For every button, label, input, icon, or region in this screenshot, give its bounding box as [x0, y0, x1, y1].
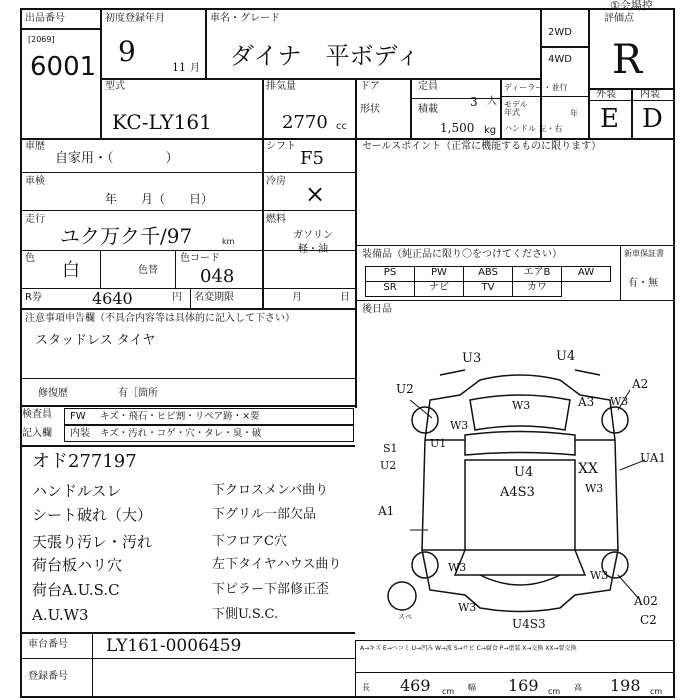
color-value: 白 [62, 260, 80, 281]
equip-sr: SR [365, 281, 415, 297]
model-label: 型式 [105, 81, 125, 92]
mileage-label: 走行 [25, 214, 45, 225]
registration-label: 登録番号 [28, 671, 68, 682]
inspection-row2: キズ・汚れ・コゲ・穴・タレ・臭・破 [100, 428, 262, 439]
damage-mark: U2 [396, 382, 414, 396]
equip-pw: PW [414, 266, 464, 282]
remark-line: 下側U.S.C. [212, 607, 279, 622]
remark-line: 荷台板ハリ穴 [32, 556, 123, 574]
post-install-label: 後日品 [362, 304, 392, 315]
inspection-value: 年 月（ 日） [105, 192, 214, 206]
exterior-label: 外装 [596, 89, 616, 100]
first-registration-month: 11 [172, 61, 186, 74]
aircon-label: 冷房 [266, 176, 286, 187]
damage-mark: U3 [462, 351, 482, 366]
capacity-value: 3 [470, 95, 478, 109]
damage-mark: W3 [585, 482, 604, 495]
load-value: 1,500 [440, 121, 475, 135]
usage-value: 自家用・（ ） [55, 151, 179, 166]
entry-label: 記入欄 [22, 428, 52, 439]
year-unit: 年 [570, 109, 578, 118]
damage-mark: W3 [512, 399, 531, 412]
equip-abs: ABS [463, 266, 513, 282]
car-name: ダイナ 平ボディ [230, 42, 420, 70]
recycle-value: 4640 [92, 289, 133, 308]
remark-line: 下クロスメンバ曲り [212, 483, 329, 498]
length-unit: cm [442, 687, 455, 696]
color-label: 色 [25, 253, 35, 264]
fw-label: FW [70, 411, 86, 422]
equip-leather: カワ [512, 281, 562, 297]
recycle-label: R券 [25, 292, 42, 303]
width-value: 169 [508, 676, 539, 695]
damage-mark: W3 [448, 561, 467, 574]
mileage-value: ユク万ク千/97 [60, 224, 193, 248]
equipment-label: 装備品（純正品に限り〇をつけてください） [362, 249, 562, 260]
shape-label: 形状 [360, 104, 380, 115]
chassis-number: LY161-0006459 [106, 636, 242, 656]
damage-mark: W3 [458, 601, 477, 614]
first-registration-year: 9 [118, 35, 136, 68]
first-registration-label: 初度登録年月 [105, 13, 165, 24]
sales-points-label: セールスポイント（正常に機能するものに限ります） [362, 141, 602, 152]
damage-mark: U4 [514, 465, 534, 480]
equip-tv: TV [463, 281, 513, 297]
width-label: 幅 [468, 683, 476, 692]
recolor-label: 色替 [138, 265, 158, 276]
notes-text: スタッドレス タイヤ [35, 333, 156, 348]
usage-label: 車歴 [25, 141, 45, 152]
repair-history-label: 修復歴 [38, 388, 68, 399]
equip-aw: AW [561, 266, 611, 282]
displacement-unit: cc [336, 121, 347, 132]
notes-label: 注意事項申告欄（不具合内容等は具体的に記入して下さい） [25, 313, 295, 324]
remark-line: 左下タイヤハウス曲り [212, 557, 342, 572]
new-car-book-label: 新車保証書 [624, 249, 664, 258]
capacity-unit: 人 [487, 96, 497, 107]
displacement-label: 排気量 [266, 81, 296, 92]
model-year-label: モデル年式 [504, 100, 528, 117]
remark-line: 荷台A.U.S.C [32, 581, 120, 599]
defect-legend: A→キズ E→ヘコミ U→凹み W→波 S→サビ C→腐食 P→塗装 X→交換 XX→要交換 [360, 645, 577, 652]
height-unit: cm [650, 687, 663, 696]
damage-mark: S1 [383, 442, 398, 455]
damage-mark: W3 [610, 395, 629, 408]
title-expiry-month: 月 [292, 292, 302, 303]
interior-label: 内装 [640, 89, 660, 100]
height-value: 198 [610, 676, 641, 695]
damage-mark: XX [578, 461, 598, 477]
load-unit: kg [484, 125, 497, 136]
damage-mark: A4S3 [500, 485, 535, 500]
damage-mark: A3 [578, 395, 595, 409]
lot-number-label: 出品番号 [25, 13, 65, 24]
fuel-value: ガソリン 軽・油 [293, 230, 333, 255]
venue-label: ①会場控 [610, 0, 653, 12]
month-unit: 月 [190, 63, 200, 74]
length-label: 長 [362, 683, 370, 692]
equip-ps: PS [365, 266, 415, 282]
remark-line: ハンドルスレ [32, 482, 122, 500]
drive-2wd: 2WD [548, 27, 572, 38]
damage-mark: A02 [634, 594, 658, 608]
remark-line: A.U.W3 [32, 606, 89, 624]
displacement-value: 2770 [282, 112, 328, 133]
model-value: KC-LY161 [112, 110, 212, 134]
remark-line: 下グリル一部欠品 [212, 507, 317, 522]
remark-line: 下フロアC穴 [212, 534, 287, 549]
new-car-book-value: 有・無 [628, 278, 658, 289]
lot-number: 6001 [30, 52, 97, 82]
damage-mark: UA1 [640, 451, 667, 465]
repair-history-value: 有［箇所 [118, 388, 158, 399]
damage-mark: U1 [430, 437, 447, 450]
remark-line: 天張り汚レ・汚れ [32, 533, 153, 551]
length-value: 469 [400, 676, 431, 695]
remark-line: シート破れ（大） [32, 506, 153, 524]
equip-airbag: エアB [512, 266, 562, 282]
dealer-label: ディーラー・並行 [504, 83, 568, 92]
drive-4wd: 4WD [548, 54, 572, 65]
damage-mark: C2 [640, 613, 657, 627]
interior-grade: D [642, 104, 663, 134]
height-label: 高 [574, 683, 582, 692]
door-label: ドア [360, 81, 380, 92]
damage-mark: U4 [556, 349, 576, 364]
inspection-row1: キズ・飛石・ヒビ割・リペア跡・×要 [100, 411, 260, 422]
shift-label: シフト [266, 141, 296, 152]
fuel-label: 燃料 [266, 214, 286, 225]
title-expiry-label: 名変期限 [194, 292, 234, 303]
damage-mark: U4S3 [512, 617, 546, 631]
car-name-label: 車名・グレード [210, 13, 280, 24]
equip-navi: ナビ [414, 281, 464, 297]
damage-mark: スペ [398, 613, 412, 621]
color-code-value: 048 [200, 266, 235, 287]
lot-code: [2069] [28, 35, 55, 44]
capacity-label: 定員 [418, 81, 438, 92]
load-label: 積載 [418, 104, 438, 115]
damage-mark: A2 [632, 377, 649, 391]
interior-row-label: 内装 [70, 428, 90, 439]
damage-mark: A1 [378, 504, 395, 518]
title-expiry-day: 日 [340, 292, 350, 303]
color-code-label: 色コード [180, 253, 220, 264]
grade-value: R [612, 37, 643, 83]
damage-mark: U2 [380, 459, 397, 472]
chassis-label: 車台番号 [28, 639, 68, 650]
damage-mark: W3 [590, 569, 609, 582]
aircon-value: × [305, 180, 326, 208]
remark-line: 下ピラー下部修正歪 [212, 582, 330, 597]
inspection-label: 車検 [25, 176, 45, 187]
handle-label: ハンドル 左・右 [504, 124, 563, 133]
damage-mark: W3 [450, 419, 469, 432]
grade-label: 評価点 [604, 13, 634, 24]
width-unit: cm [548, 687, 561, 696]
mileage-unit: km [222, 237, 235, 246]
inspector-label: 検査員 [22, 409, 52, 420]
shift-value: F5 [300, 148, 324, 169]
recycle-unit: 円 [172, 292, 182, 303]
exterior-grade: E [600, 104, 619, 134]
remark-line: オド277197 [32, 451, 137, 472]
